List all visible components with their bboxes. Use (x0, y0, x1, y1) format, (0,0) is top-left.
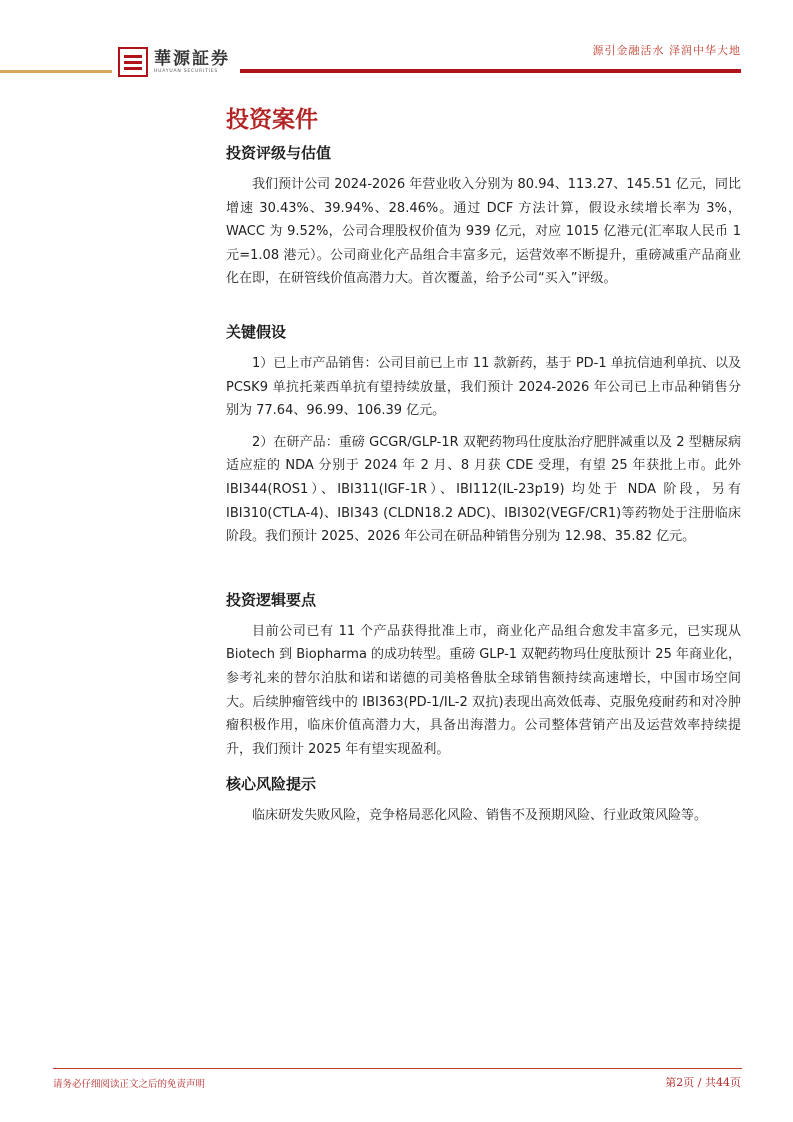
page-title: 投资案件 (226, 107, 318, 133)
section-paragraph: 我们预计公司 2024-2026 年营业收入分别为 80.94、113.27、145.51 亿元，同比增速 30.43%、39.94%、28.46%。通过 DCF 方法计算，假设永续增长率为 3%，WACC 为 9.52%，公司合理股权价值为 939 亿元，对应 1015 亿港元(汇率取人民币 1 元=1.08 港元）。公司商业化产品组合丰富多元，运营效率不断提升，重磅减重产品商业化在即，在研管线价值高潜力大。首次覆盖，给予公司“买入”评级。 (226, 177, 741, 287)
logo-seal-icon (118, 47, 148, 77)
section-paragraph: 目前公司已有 11 个产品获得批准上市，商业化产品组合愈发丰富多元，已实现从 Biotech 到 Biopharma 的成功转型。重磅 GLP-1 双靶药物玛仕度肽预计 25 年商业化，参考礼来的替尔泊肽和诺和诺德的司美格鲁肽全球销售额持续高速增长，中国市场空间大。后续肿瘤管线中的 IBI363(PD-1/IL-2 双抗)表现出高效低毒、克服免疫耐药和对冷肿瘤积极作用，临床价值高潜力大，具备出海潜力。公司整体营销产出及运营效率持续提升，我们预计 2025 年有望实现盈利。 (226, 623, 741, 757)
page-number: 第2页 / 共44页 (665, 1076, 741, 1089)
logo-english-name: HUAYUAN SECURITIES (154, 69, 219, 74)
section-investment-logic (226, 589, 741, 762)
logo-chinese-name: 華源証券 (154, 49, 230, 69)
footer-disclaimer: 请务必仔细阅读正文之后的免责声明 (53, 1079, 206, 1090)
section-paragraph: 临床研发失败风险，竞争格局恶化风险、销售不及预期风险、行业政策风险等。 (252, 808, 708, 824)
footer-rule (53, 1068, 742, 1069)
section-heading: 投资逻辑要点 (226, 590, 317, 609)
header-rule-right (240, 69, 741, 73)
section-heading: 核心风险提示 (226, 775, 317, 794)
company-logo (118, 47, 230, 77)
section-heading: 关键假设 (226, 322, 287, 341)
header-slogan: 源引金融活水 泽润中华大地 (592, 44, 741, 57)
header-rule-left (0, 70, 112, 73)
section-paragraph: 1）已上市产品销售：公司目前已上市 11 款新药，基于 PD-1 单抗信迪利单抗、以及 PCSK9 单抗托莱西单抗有望持续放量，我们预计 2024-2026 年公司已上市品种销售分别为 77.64、96.99、106.39 亿元。 (226, 355, 741, 419)
section-risk-warning (226, 773, 741, 828)
section-heading: 投资评级与估值 (226, 144, 332, 162)
page-header (0, 0, 793, 90)
section-key-assumptions (226, 321, 741, 549)
section-rating-valuation (226, 142, 741, 291)
main-content (226, 104, 741, 828)
section-paragraph: 2）在研产品：重磅 GCGR/GLP-1R 双靶药物玛仕度肽治疗肥胖减重以及 2 型糖尿病适应症的 NDA 分别于 2024 年 2 月、8 月获 CDE 受理，有望 25 年获批上市。此外 IBI344(ROS1）、IBI311(IGF-1R）、IBI112(IL-23p19) 均处于 NDA 阶段，另有 IBI310(CTLA-4)、IBI343 (CLDN18.2 ADC)、IBI302(VEGF/CR1)等药物处于注册临床阶段。我们预计 2025、2026 年公司在研品种销售分别为 12.98、35.82 亿元。 (226, 434, 741, 545)
